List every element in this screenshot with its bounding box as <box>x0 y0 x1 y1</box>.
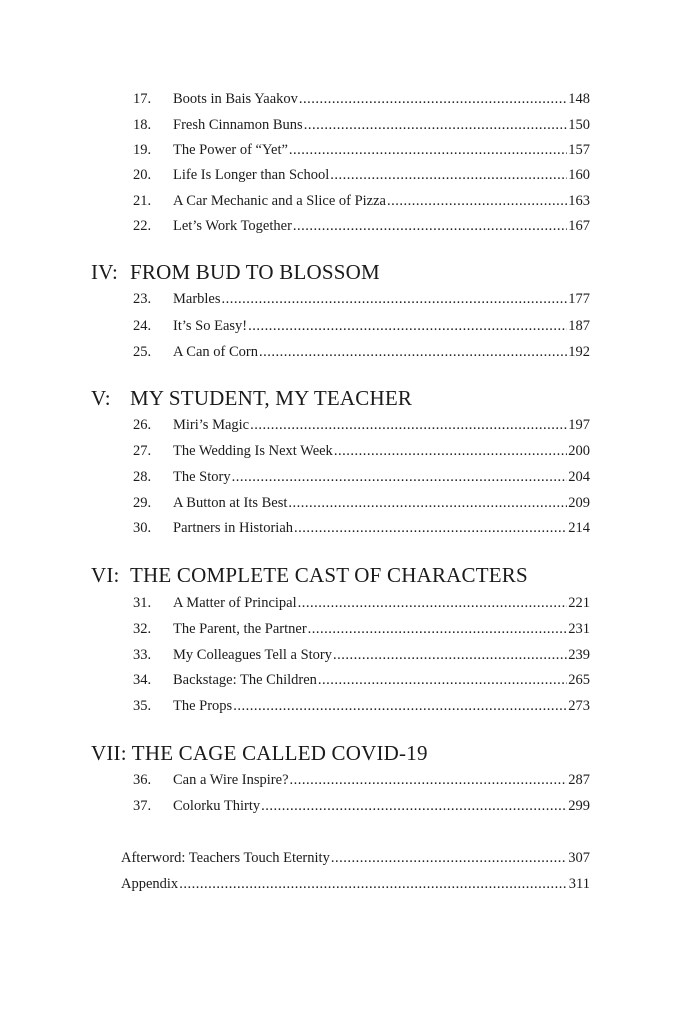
chapter-number: 37. <box>133 798 152 814</box>
page-number: 307 <box>568 850 590 866</box>
page-number: 231 <box>568 621 590 637</box>
chapter-title: A Button at Its Best <box>173 495 288 511</box>
toc-entry[interactable] <box>133 165 590 185</box>
chapter-title: The Wedding Is Next Week <box>173 443 333 459</box>
dot-leader <box>289 140 567 160</box>
part-title: MY STUDENT, MY TEACHER <box>130 386 413 410</box>
toc-entry[interactable] <box>133 645 590 665</box>
chapter-title: Let’s Work Together <box>173 218 292 234</box>
chapter-number: 36. <box>133 772 152 788</box>
appendix-title: Appendix <box>121 876 179 892</box>
chapter-title: The Props <box>173 698 233 714</box>
chapter-number: 24. <box>133 318 152 334</box>
toc-entry[interactable] <box>133 770 590 790</box>
toc-entry[interactable] <box>133 216 590 236</box>
page-number: 167 <box>568 218 590 234</box>
toc-entry[interactable] <box>133 518 590 538</box>
chapter-number: 29. <box>133 495 152 511</box>
dot-leader <box>222 289 568 309</box>
dot-leader <box>261 796 567 816</box>
toc-entry[interactable] <box>133 696 590 716</box>
dot-leader <box>299 89 567 109</box>
dot-leader <box>330 165 567 185</box>
chapter-number: 30. <box>133 520 152 536</box>
chapter-title: Miri’s Magic <box>173 417 250 433</box>
dot-leader <box>294 518 567 538</box>
dot-leader <box>308 619 568 639</box>
page-number: 273 <box>568 698 590 714</box>
toc-entry[interactable] <box>133 115 590 135</box>
toc-entry[interactable] <box>133 493 590 513</box>
page-number: 221 <box>568 595 590 611</box>
dot-leader <box>248 316 567 336</box>
page-number: 177 <box>568 291 590 307</box>
dot-leader <box>288 493 567 513</box>
chapter-number: 20. <box>133 167 152 183</box>
dot-leader <box>233 696 567 716</box>
dot-leader <box>304 115 568 135</box>
chapter-number: 28. <box>133 469 152 485</box>
chapter-title: Partners in Historiah <box>173 520 294 536</box>
chapter-title: Life Is Longer than School <box>173 167 330 183</box>
part-heading[interactable] <box>91 740 428 766</box>
chapter-number: 35. <box>133 698 152 714</box>
toc-entry[interactable] <box>133 140 590 160</box>
chapter-number: 26. <box>133 417 152 433</box>
dot-leader <box>290 770 568 790</box>
chapter-title: A Car Mechanic and a Slice of Pizza <box>173 193 386 209</box>
dot-leader <box>298 593 568 613</box>
part-title: FROM BUD TO BLOSSOM <box>130 260 380 284</box>
chapter-number: 21. <box>133 193 152 209</box>
dot-leader <box>334 441 567 461</box>
dot-leader <box>387 191 567 211</box>
chapter-number: 25. <box>133 344 152 360</box>
dot-leader <box>331 848 567 868</box>
page-number: 287 <box>568 772 590 788</box>
chapter-title: Can a Wire Inspire? <box>173 772 289 788</box>
toc-entry[interactable] <box>133 619 590 639</box>
toc-entry[interactable] <box>133 441 590 461</box>
toc-entry-afterword[interactable] <box>121 848 590 868</box>
toc-entry[interactable] <box>133 342 590 362</box>
page-number: 187 <box>568 318 590 334</box>
chapter-title: Backstage: The Children <box>173 672 317 688</box>
page-number: 311 <box>568 876 590 892</box>
chapter-number: 33. <box>133 647 152 663</box>
chapter-title: Marbles <box>173 291 221 307</box>
part-heading[interactable] <box>91 259 380 285</box>
chapter-title: The Power of “Yet” <box>173 142 288 158</box>
toc-entry[interactable] <box>133 316 590 336</box>
page-number: 204 <box>568 469 590 485</box>
page-number: 265 <box>568 672 590 688</box>
page-number: 209 <box>568 495 590 511</box>
chapter-number: 32. <box>133 621 152 637</box>
page-number: 192 <box>568 344 590 360</box>
dot-leader <box>333 645 567 665</box>
page-number: 157 <box>568 142 590 158</box>
toc-entry[interactable] <box>133 415 590 435</box>
part-number: IV: <box>91 260 119 284</box>
page-number: 200 <box>568 443 590 459</box>
part-heading[interactable] <box>91 385 412 411</box>
chapter-number: 19. <box>133 142 152 158</box>
chapter-title: My Colleagues Tell a Story <box>173 647 333 663</box>
page-number: 239 <box>568 647 590 663</box>
toc-entry[interactable] <box>133 289 590 309</box>
chapter-title: The Story <box>173 469 231 485</box>
part-title: THE CAGE CALLED COVID-19 <box>131 741 428 765</box>
dot-leader <box>179 874 568 894</box>
dot-leader <box>232 467 568 487</box>
dot-leader <box>259 342 567 362</box>
chapter-title: A Matter of Principal <box>173 595 297 611</box>
page-number: 197 <box>568 417 590 433</box>
page-number: 163 <box>568 193 590 209</box>
part-number: VI: <box>91 563 120 587</box>
chapter-title: Colorku Thirty <box>173 798 261 814</box>
chapter-title: The Parent, the Partner <box>173 621 307 637</box>
part-number: VII: <box>91 741 127 765</box>
toc-entry[interactable] <box>133 89 590 109</box>
dot-leader <box>293 216 567 236</box>
part-heading[interactable] <box>91 562 528 588</box>
chapter-title: It’s So Easy! <box>173 318 248 334</box>
toc-entry[interactable] <box>133 191 590 211</box>
afterword-title: Afterword: Teachers Touch Eternity <box>121 850 330 866</box>
chapter-number: 22. <box>133 218 152 234</box>
chapter-number: 23. <box>133 291 152 307</box>
toc-entry[interactable] <box>133 467 590 487</box>
chapter-title: A Can of Corn <box>173 344 258 360</box>
toc-entry[interactable] <box>133 796 590 816</box>
chapter-number: 31. <box>133 595 152 611</box>
page-number: 150 <box>568 117 590 133</box>
chapter-title: Boots in Bais Yaakov <box>173 91 298 107</box>
page-number: 299 <box>568 798 590 814</box>
chapter-number: 34. <box>133 672 152 688</box>
toc-entry-appendix[interactable] <box>121 874 590 894</box>
chapter-title: Fresh Cinnamon Buns <box>173 117 303 133</box>
page-number: 214 <box>568 520 590 536</box>
toc-entry[interactable] <box>133 593 590 613</box>
dot-leader <box>318 670 567 690</box>
page-number: 160 <box>568 167 590 183</box>
dot-leader <box>250 415 567 435</box>
chapter-number: 17. <box>133 91 152 107</box>
toc-entry[interactable] <box>133 670 590 690</box>
part-title: THE COMPLETE CAST OF CHARACTERS <box>130 563 528 587</box>
chapter-number: 27. <box>133 443 152 459</box>
part-number: V: <box>91 386 111 410</box>
page-number: 148 <box>568 91 590 107</box>
chapter-number: 18. <box>133 117 152 133</box>
